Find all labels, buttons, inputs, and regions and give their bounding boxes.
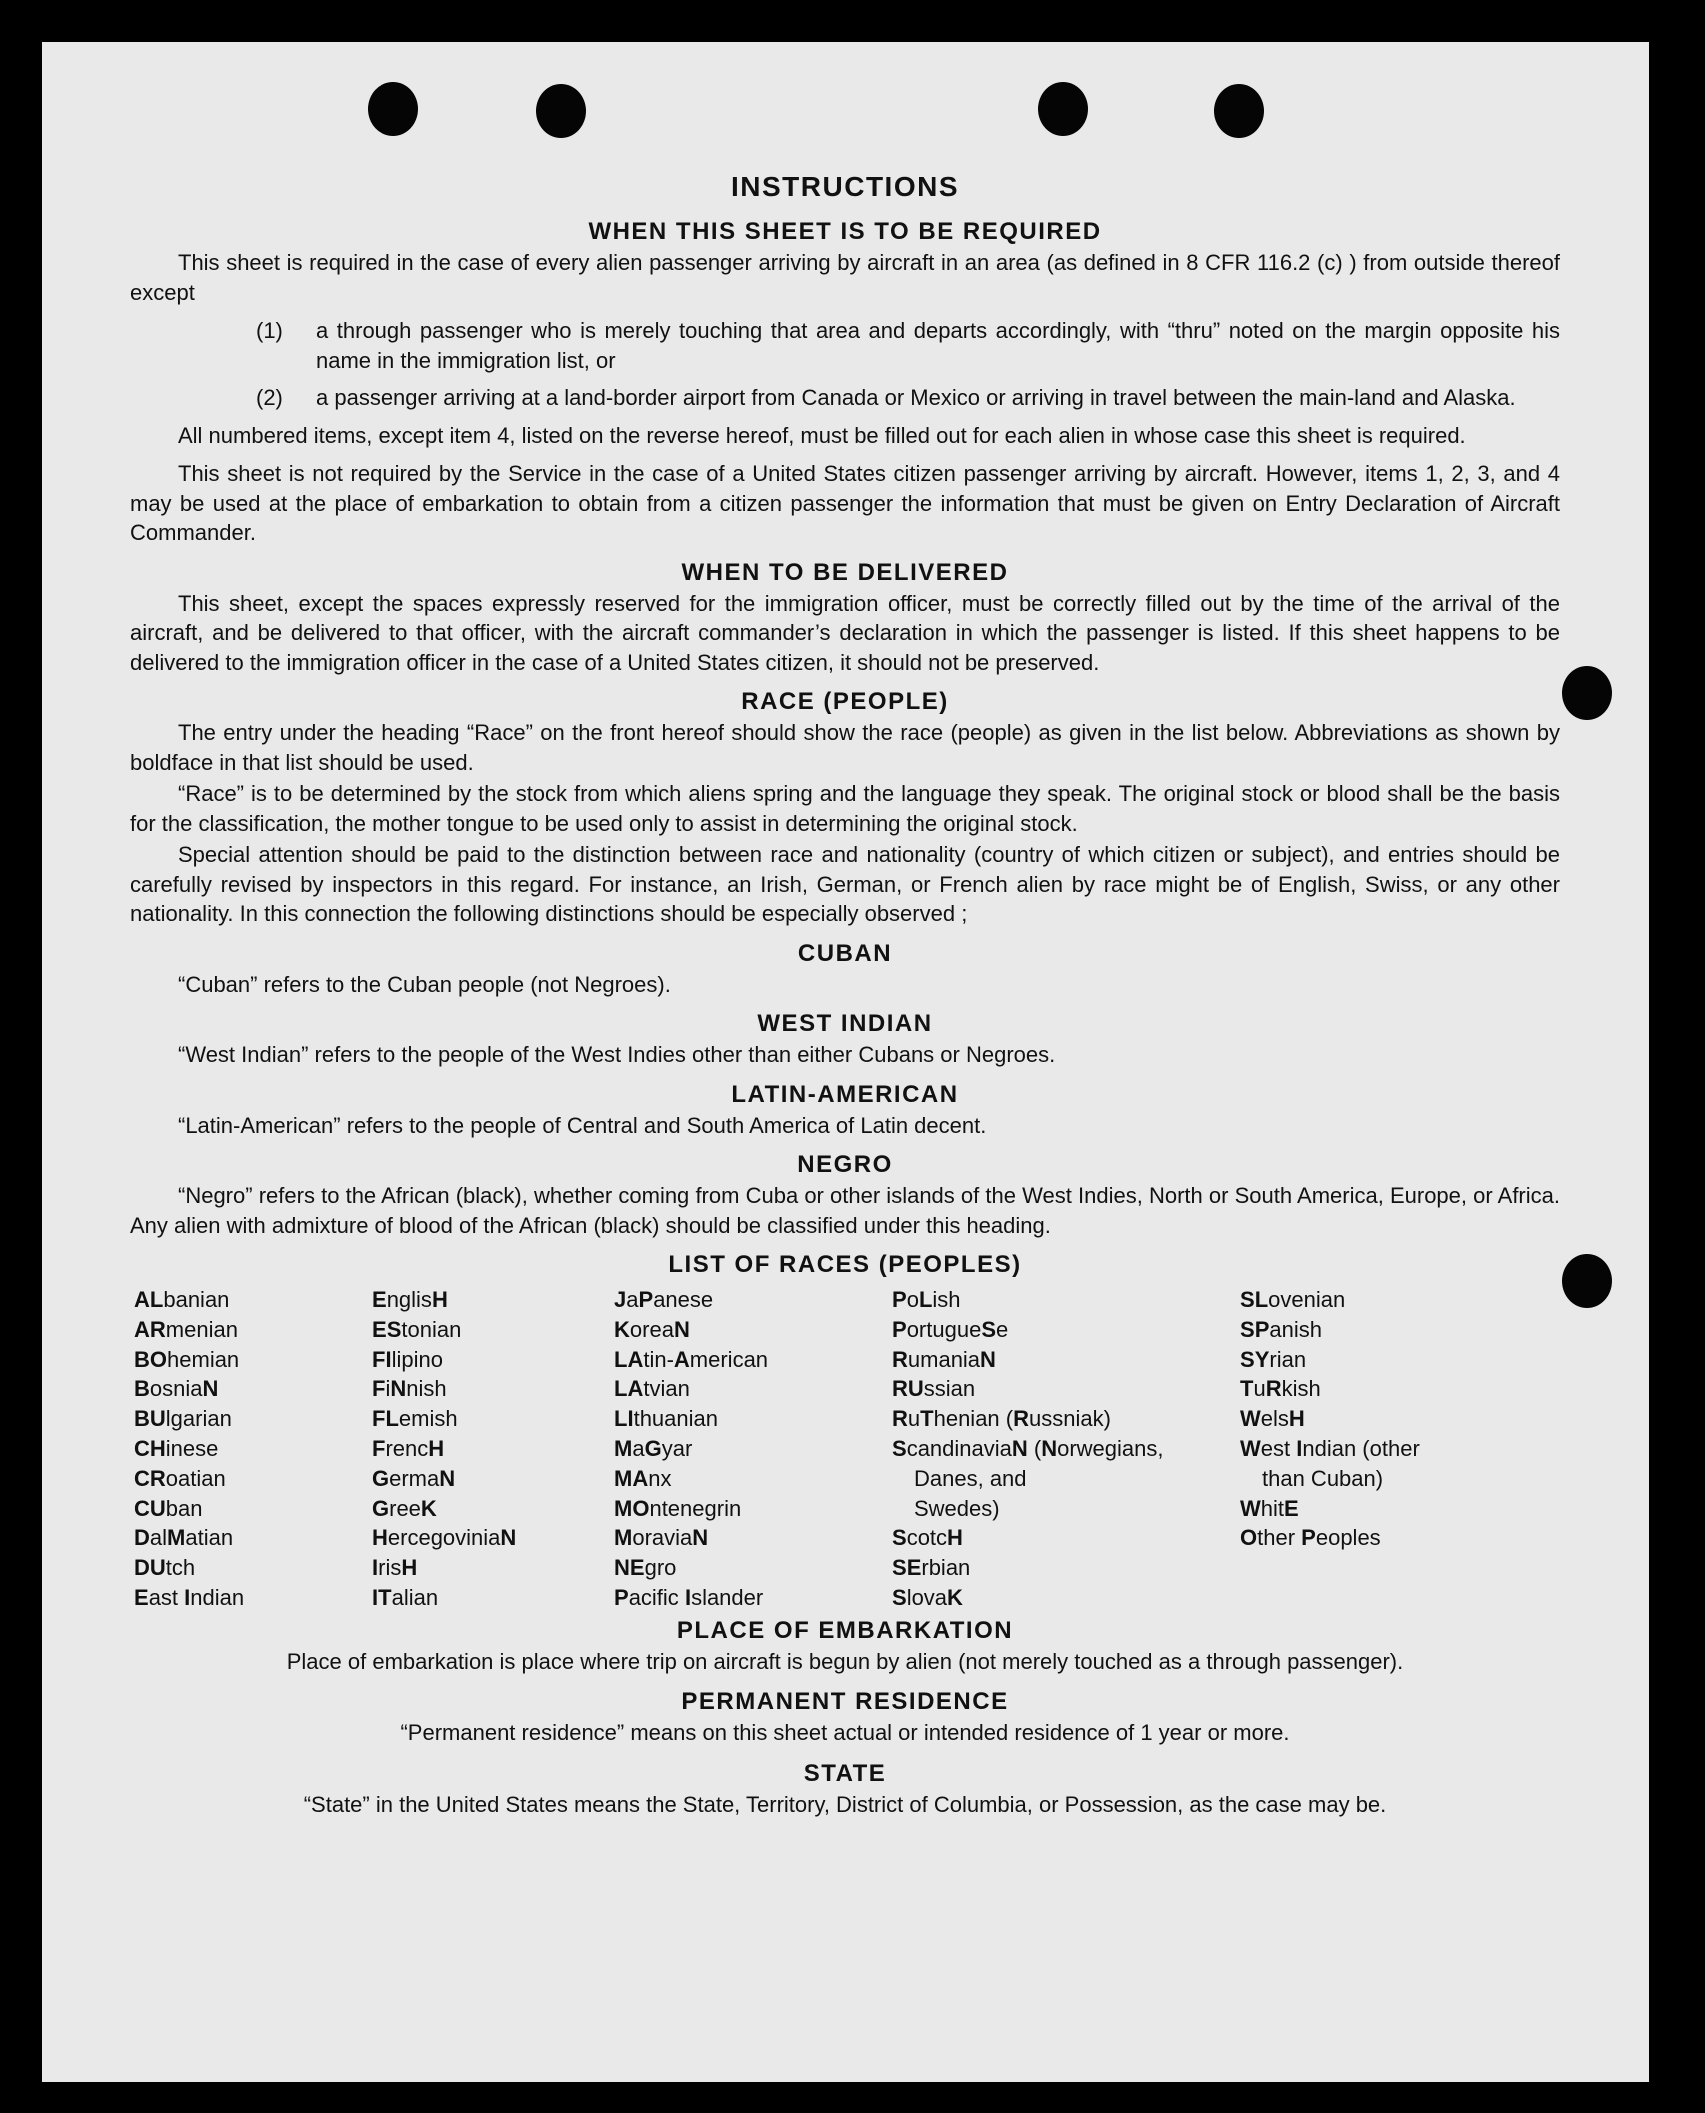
heading-west-indian: WEST INDIAN	[757, 1010, 933, 1037]
heading-list-of-races: LIST OF RACES (PEOPLES)	[668, 1251, 1022, 1278]
race-entry: Other Peoples	[1240, 1525, 1381, 1551]
race-entry: KoreaN	[614, 1316, 690, 1342]
race-entry: ITalian	[372, 1584, 439, 1610]
heading-permanent-residence: PERMANENT RESIDENCE	[681, 1688, 1009, 1716]
race-entry: MOntenegrin	[614, 1495, 742, 1521]
race-entry: CRoatian	[134, 1465, 226, 1491]
paragraph-place-of-embarkation: Place of embarkation is place where trip on aircraft is begun by alien (not merely touched as a through passenger).	[286, 1648, 1404, 1674]
paragraph-latin-american: “Latin-American” refers to the people of Central and South America of Latin decent.	[178, 1112, 987, 1138]
race-entry: East Indian	[134, 1584, 245, 1610]
race-entry: SLovenian	[1240, 1287, 1346, 1312]
race-entry: GreeK	[372, 1495, 437, 1521]
heading-cuban: CUBAN	[797, 939, 893, 967]
item-number: (2)	[256, 385, 283, 410]
paragraph-race-2: “Race” is to be determined by the stock from which aliens spring and the language they speak. The original stock or blood shall be the basis for the classification, the mother tongue to be used only to assist in determining the original stock.	[130, 781, 1560, 836]
item-text: a passenger arriving at a land-border airport from Canada or Mexico or arriving in travel between the main-land and Alaska.	[316, 385, 1516, 410]
race-entry: CUban	[134, 1495, 203, 1521]
race-entry: SlovaK	[892, 1584, 963, 1610]
race-entry: EStonian	[372, 1316, 462, 1342]
race-entry: BUlgarian	[134, 1406, 232, 1432]
race-entry: PoLish	[892, 1287, 961, 1312]
page-title: INSTRUCTIONS	[731, 171, 959, 202]
instructions-content	[130, 170, 1560, 1829]
punch-hole	[536, 84, 586, 138]
race-entry: IrisH	[372, 1555, 418, 1581]
paragraph-delivery: This sheet, except the spaces expressly reserved for the immigration officer, must be correctly filled out by the time of the arrival of the aircraft, and be delivered to that officer, with the aircraft commander’s declaration in which the passenger is listed. If this sheet happens to be delivered to the immigration officer in the case of a United States citizen, it should not be preserved.	[130, 590, 1560, 675]
paragraph-state: “State” in the United States means the State, Territory, District of Columbia, or Possession, as the case may be.	[303, 1791, 1387, 1817]
paragraph-intro: This sheet is required in the case of every alien passenger arriving by aircraft in an area (as defined in 8 CFR 116.2 (c) ) from outside thereof except	[130, 250, 1560, 305]
race-entry: MaGyar	[614, 1435, 693, 1461]
race-entry: BosniaN	[134, 1376, 219, 1402]
race-entry: Danes, and	[914, 1465, 1027, 1491]
paragraph-negro: “Negro” refers to the African (black), whether coming from Cuba or other islands of the West Indies, North or South America, Europe, or Africa. Any alien with admixture of blood of the African (black) should be classified under this heading.	[130, 1183, 1560, 1238]
exception-item-1	[130, 316, 1560, 375]
race-entry: PortugueSe	[892, 1316, 1009, 1342]
race-entry: RuThenian (Russniak)	[892, 1406, 1111, 1432]
race-column	[892, 1285, 1240, 1613]
race-column	[614, 1285, 892, 1613]
paragraph-permanent-residence: “Permanent residence” means on this sheet actual or intended residence of 1 year or more.	[400, 1720, 1290, 1746]
paragraph-race-3: Special attention should be paid to the distinction between race and nationality (country of which citizen or subject), and entries should be carefully revised by inspectors in this regard. For instance, an Irish, German, or French alien by race might be of English, Swiss, or any other nationality. In this connection the following distinctions should be especially observed ;	[130, 842, 1560, 926]
race-entry: SErbian	[892, 1555, 971, 1581]
race-entry: FrencH	[372, 1435, 445, 1461]
exception-item-2	[130, 383, 1560, 413]
race-entry: DalMatian	[134, 1525, 234, 1551]
race-column	[1240, 1285, 1500, 1613]
race-entry: EnglisH	[372, 1287, 448, 1312]
race-entry: ALbanian	[134, 1287, 230, 1312]
race-entry: than Cuban)	[1262, 1465, 1384, 1491]
race-entry: LAtin-American	[614, 1346, 769, 1372]
heading-when-required: WHEN THIS SHEET IS TO BE REQUIRED	[588, 218, 1102, 245]
race-entry: JaPanese	[614, 1287, 714, 1312]
paragraph-race-1: The entry under the heading “Race” on the front hereof should show the race (people) as given in the list below. Abbreviations as shown by boldface in that list should be used.	[130, 720, 1560, 775]
race-column	[134, 1285, 372, 1613]
punch-hole	[1562, 1254, 1612, 1308]
heading-state: STATE	[803, 1759, 887, 1787]
race-entry: DUtch	[134, 1555, 196, 1581]
race-entry: FIlipino	[372, 1346, 443, 1372]
race-entry: RUssian	[892, 1376, 976, 1402]
heading-place-of-embarkation: PLACE OF EMBARKATION	[676, 1616, 1014, 1644]
paragraph-west-indian: “West Indian” refers to the people of the West Indies other than either Cubans or Negroes.	[178, 1042, 1056, 1067]
race-column	[372, 1285, 614, 1613]
race-entry: ScandinaviaN (Norwegians,	[892, 1435, 1164, 1461]
race-entry: MAnx	[614, 1465, 672, 1491]
heading-race: RACE (PEOPLE)	[741, 688, 949, 715]
race-entry: SYrian	[1240, 1346, 1307, 1372]
race-entry: Pacific Islander	[614, 1584, 764, 1610]
race-entry: Swedes)	[914, 1495, 1000, 1521]
race-entry: West Indian (other	[1240, 1435, 1420, 1461]
race-entry: GermaN	[372, 1465, 456, 1491]
punch-hole	[1214, 84, 1264, 138]
race-entry: FLemish	[372, 1406, 458, 1432]
heading-when-delivered: WHEN TO BE DELIVERED	[681, 558, 1009, 586]
race-entry: ARmenian	[134, 1316, 238, 1342]
race-entry: MoraviaN	[614, 1525, 709, 1551]
race-entry: ScotcH	[892, 1525, 963, 1551]
race-entry: TuRkish	[1240, 1376, 1321, 1402]
race-entry: BOhemian	[134, 1346, 240, 1372]
race-list	[134, 1285, 1560, 1613]
item-number: (1)	[256, 318, 283, 343]
race-entry: WelsH	[1240, 1406, 1305, 1432]
race-entry: HercegoviniaN	[372, 1525, 517, 1551]
heading-latin-american: LATIN-AMERICAN	[731, 1080, 959, 1108]
paragraph-cuban: “Cuban” refers to the Cuban people (not Negroes).	[178, 971, 671, 997]
item-text: a through passenger who is merely touching that area and departs accordingly, with “thru” noted on the margin opposite his name in the immigration list, or	[316, 318, 1560, 373]
paragraph-numbered-items: All numbered items, except item 4, listed on the reverse hereof, must be filled out for each alien in whose case this sheet is required.	[178, 422, 1466, 448]
race-entry: CHinese	[134, 1435, 219, 1461]
paragraph-citizen: This sheet is not required by the Service in the case of a United States citizen passenger arriving by aircraft. However, items 1, 2, 3, and 4 may be used at the place of embarkation to obtain from a citizen passenger the information that must be given on Entry Declaration of Aircraft Commander.	[130, 461, 1560, 545]
race-entry: FiNnish	[372, 1376, 447, 1402]
race-entry: LAtvian	[614, 1376, 690, 1402]
race-entry: RumaniaN	[892, 1346, 996, 1372]
punch-hole	[368, 82, 418, 136]
race-entry: WhitE	[1240, 1495, 1299, 1521]
punch-hole	[1562, 666, 1612, 720]
punch-hole	[1038, 82, 1088, 136]
race-entry: NEgro	[614, 1555, 677, 1581]
race-entry: SPanish	[1240, 1316, 1322, 1342]
heading-negro: NEGRO	[797, 1151, 893, 1178]
race-entry: LIthuanian	[614, 1406, 718, 1432]
